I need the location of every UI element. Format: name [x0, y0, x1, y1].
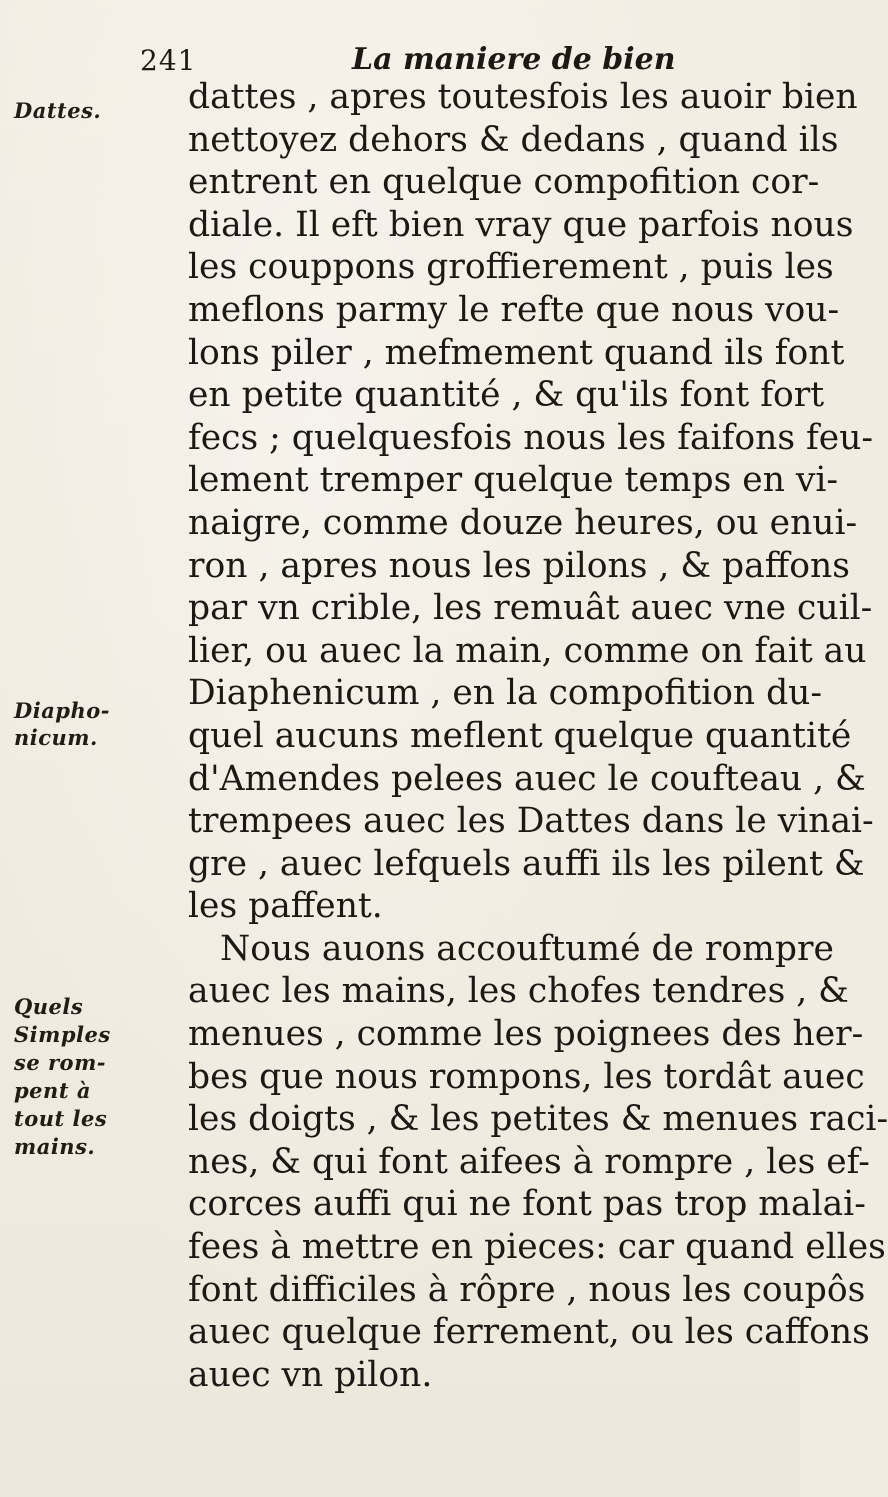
text-line: Nous auons accouftumé de rompre: [220, 928, 834, 969]
text-line: fees à mettre en pieces: car quand elles: [188, 1227, 886, 1268]
running-title: La maniere de bien: [352, 42, 676, 77]
text-line: diale. Il eft bien vray que parfois nous: [188, 204, 854, 245]
margin-note-line: se rom-: [14, 1050, 107, 1075]
margin-note-line: mains.: [14, 1134, 96, 1159]
text-line: gre , auec lefquels auffi ils les pilent &: [188, 843, 865, 884]
page-number: 241: [140, 44, 197, 77]
text-line: entrent en quelque compofition cor-: [188, 162, 820, 203]
margin-note-line: Quels: [14, 994, 84, 1019]
margin-note-line: pent à: [14, 1078, 91, 1103]
text-line: bes que nous rompons, les tordât auec: [188, 1056, 865, 1097]
text-line: lons piler , mefmement quand ils font: [188, 332, 845, 373]
text-line: les doigts , & les petites & menues raci-: [188, 1099, 888, 1140]
text-line: fecs ; quelquesfois nous les faifons feu-: [188, 417, 874, 458]
text-line: en petite quantité , & qu'ils font fort: [188, 375, 825, 416]
text-line: lier, ou auec la main, comme on fait au: [188, 630, 867, 671]
text-line: meflons parmy le refte que nous vou-: [188, 289, 840, 330]
margin-note-line: Simples: [14, 1022, 111, 1047]
text-line: auec quelque ferrement, ou les caffons: [188, 1312, 870, 1353]
margin-note-line: Diapho-: [14, 698, 110, 723]
text-line: trempees auec les Dattes dans le vinai-: [188, 801, 874, 842]
text-line: par vn crible, les remuât auec vne cuil-: [188, 588, 873, 629]
text-line: Diaphenicum , en la compofition du-: [188, 673, 823, 714]
margin-note-line: tout les: [14, 1106, 108, 1131]
text-line: naigre, comme douze heures, ou enui-: [188, 502, 858, 543]
text-line: dattes , apres toutesfois les auoir bien: [188, 77, 858, 117]
text-line: lement tremper quelque temps en vi-: [188, 460, 839, 501]
text-line: corces auffi qui ne font pas trop malai-: [188, 1184, 866, 1225]
text-line: menues , comme les poignees des her-: [188, 1014, 864, 1055]
margin-note-line: Dattes.: [14, 98, 102, 123]
margin-note-dattes: [14, 97, 101, 124]
text-line: nes, & qui font aifees à rompre , les ef-: [188, 1141, 870, 1182]
margin-note-quels-simples: [14, 993, 111, 1161]
text-line: nettoyez dehors & dedans , quand ils: [188, 119, 839, 160]
text-line: les couppons groffierement , puis les: [188, 247, 834, 288]
text-line: font difficiles à rôpre , nous les coupôs: [188, 1269, 866, 1310]
margin-note-diaphenicum: [14, 697, 110, 751]
text-line: quel aucuns meflent quelque quantité: [188, 715, 852, 756]
text-line: auec les mains, les chofes tendres , &: [188, 971, 849, 1012]
margin-note-line: nicum.: [14, 725, 98, 750]
text-line: ron , apres nous les pilons , & paffons: [188, 545, 850, 586]
body-text: [188, 76, 888, 1396]
text-line: les paffent.: [188, 886, 383, 927]
text-line: d'Amendes pelees auec le coufteau , &: [188, 758, 866, 799]
text-line: auec vn pilon.: [188, 1354, 433, 1395]
